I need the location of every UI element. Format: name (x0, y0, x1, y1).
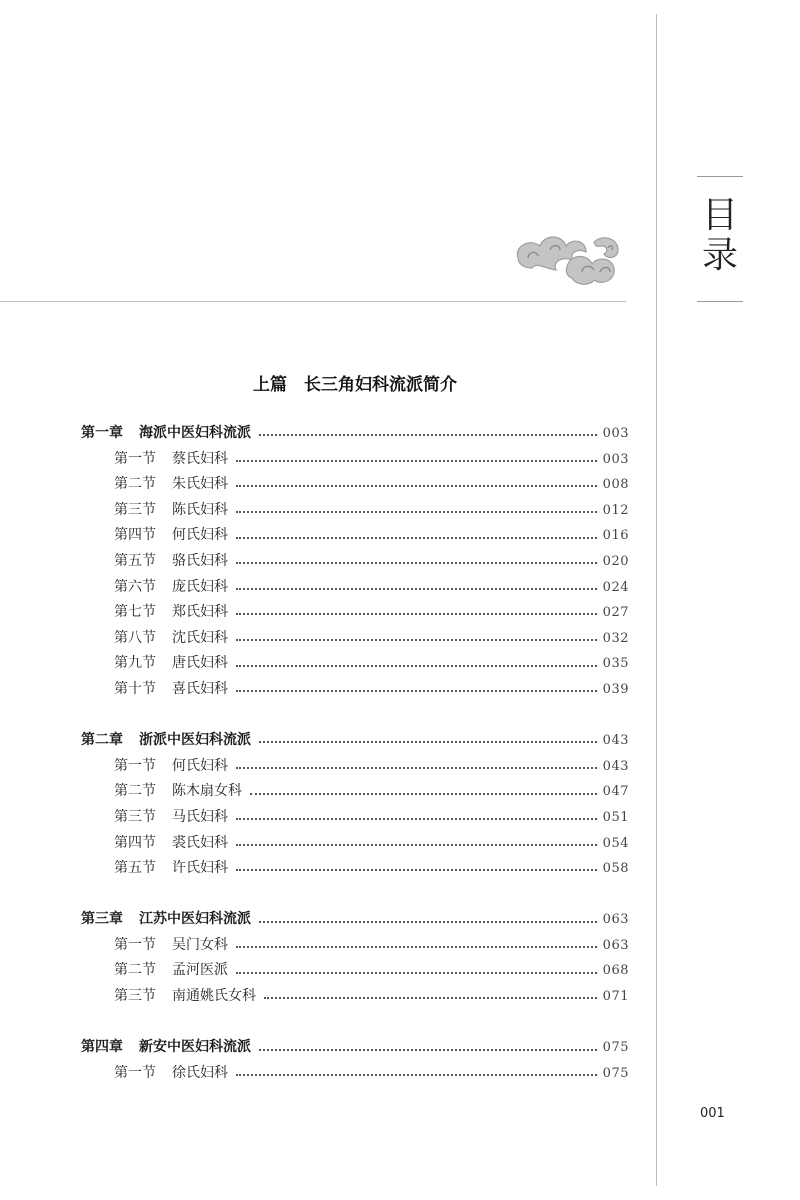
section-title: 喜氏妇科 (172, 680, 228, 697)
dot-leader (236, 945, 597, 948)
toc-section-entry[interactable] (81, 856, 629, 882)
side-title-top-rule (697, 176, 743, 177)
part-title: 上篇 长三角妇科流派简介 (253, 375, 457, 395)
dot-leader (236, 664, 597, 667)
chapter-title: 浙派中医妇科流派 (139, 732, 251, 749)
section-number: 第三节 (114, 501, 156, 518)
dot-leader (236, 971, 597, 974)
chapter-number: 第一章 (81, 425, 123, 441)
section-number: 第九节 (114, 655, 156, 672)
section-number: 第六节 (114, 578, 156, 595)
page-reference: 003 (602, 451, 629, 467)
toc-chapter-entry[interactable] (81, 421, 629, 447)
page-reference: 012 (602, 502, 629, 518)
page-reference: 024 (602, 579, 629, 595)
section-title: 庞氏妇科 (172, 578, 228, 595)
section-title: 徐氏妇科 (172, 1064, 228, 1081)
toc-section-entry[interactable] (81, 626, 629, 652)
page-reference: 051 (602, 809, 629, 825)
section-title: 沈氏妇科 (172, 629, 228, 646)
toc-section-entry[interactable] (81, 575, 629, 601)
dot-leader (250, 792, 597, 795)
dot-leader (259, 920, 597, 923)
section-number: 第一节 (114, 450, 156, 467)
dot-leader (236, 868, 597, 871)
page-reference: 008 (602, 477, 629, 493)
dot-leader (236, 561, 597, 564)
dot-leader (236, 817, 597, 820)
table-of-contents (81, 421, 629, 1086)
dot-leader (259, 1048, 597, 1051)
page-reference: 063 (602, 937, 629, 953)
toc-section-entry[interactable] (81, 447, 629, 473)
dot-leader (236, 484, 597, 487)
section-number: 第一节 (114, 757, 156, 774)
toc-section-entry[interactable] (81, 984, 629, 1010)
side-title-char: 目 (701, 195, 738, 236)
side-title (700, 196, 740, 276)
section-number: 第四节 (114, 527, 156, 544)
toc-chapter-entry[interactable] (81, 728, 629, 754)
toc-section-entry[interactable] (81, 779, 629, 805)
page-reference: 054 (602, 835, 629, 851)
dot-leader (236, 1073, 597, 1076)
section-number: 第五节 (114, 860, 156, 877)
section-number: 第四节 (114, 834, 156, 851)
section-title: 裘氏妇科 (172, 834, 228, 851)
page-reference: 068 (602, 963, 629, 979)
toc-section-entry[interactable] (81, 549, 629, 575)
dot-leader (236, 638, 597, 641)
toc-section-entry[interactable] (81, 472, 629, 498)
section-number: 第十节 (114, 680, 156, 697)
section-title: 南通姚氏女科 (172, 988, 256, 1005)
toc-chapter-entry[interactable] (81, 1035, 629, 1061)
dot-leader (236, 536, 597, 539)
toc-section-entry[interactable] (81, 831, 629, 857)
toc-section-entry[interactable] (81, 958, 629, 984)
page-number: 001 (700, 1106, 725, 1121)
section-number: 第一节 (114, 1064, 156, 1081)
chapter-title: 江苏中医妇科流派 (139, 911, 251, 928)
section-number: 第八节 (114, 629, 156, 646)
vertical-divider-line (656, 14, 657, 1186)
toc-section-entry[interactable] (81, 677, 629, 703)
page-reference: 035 (602, 656, 629, 672)
section-title: 孟河医派 (172, 962, 228, 979)
dot-leader (236, 689, 597, 692)
chapter-number: 第三章 (81, 911, 123, 928)
section-title: 吴门女科 (172, 936, 228, 953)
page-reference: 027 (602, 605, 629, 621)
section-number: 第五节 (114, 552, 156, 569)
page-reference: 039 (602, 681, 629, 697)
toc-section-entry[interactable] (81, 754, 629, 780)
auspicious-cloud-ornament (510, 228, 622, 290)
horizontal-divider-line (0, 301, 626, 302)
section-title: 郑氏妇科 (172, 604, 228, 621)
page-reference: 075 (602, 1065, 629, 1081)
page-reference: 075 (602, 1040, 629, 1056)
section-number: 第二节 (114, 476, 156, 493)
toc-section-entry[interactable] (81, 523, 629, 549)
section-title: 陈木扇女科 (172, 783, 242, 800)
toc-section-entry[interactable] (81, 805, 629, 831)
section-title: 朱氏妇科 (172, 476, 228, 493)
section-title: 蔡氏妇科 (172, 450, 228, 467)
section-title: 唐氏妇科 (172, 655, 228, 672)
dot-leader (236, 587, 597, 590)
section-number: 第七节 (114, 604, 156, 621)
side-title-bottom-rule (697, 301, 743, 302)
section-number: 第一节 (114, 936, 156, 953)
toc-chapter-entry[interactable] (81, 907, 629, 933)
dot-leader (264, 996, 597, 999)
chapter-title: 海派中医妇科流派 (139, 425, 251, 441)
chapter-gap (81, 703, 629, 729)
page-reference: 043 (602, 758, 629, 774)
chapter-title: 新安中医妇科流派 (139, 1039, 251, 1056)
section-number: 第二节 (114, 783, 156, 800)
section-number: 第三节 (114, 808, 156, 825)
chapter-number: 第二章 (81, 732, 123, 749)
page-reference: 047 (602, 784, 629, 800)
page-reference: 043 (602, 733, 629, 749)
toc-section-entry[interactable] (81, 1061, 629, 1087)
chapter-gap (81, 882, 629, 908)
dot-leader (236, 510, 597, 513)
dot-leader (236, 843, 597, 846)
dot-leader (236, 612, 597, 615)
dot-leader (236, 459, 597, 462)
page-reference: 058 (602, 861, 629, 877)
toc-section-entry[interactable] (81, 600, 629, 626)
section-title: 陈氏妇科 (172, 501, 228, 518)
dot-leader (259, 740, 597, 743)
page-reference: 003 (602, 426, 629, 441)
section-title: 何氏妇科 (172, 757, 228, 774)
page-reference: 063 (602, 912, 629, 928)
toc-section-entry[interactable] (81, 651, 629, 677)
dot-leader (236, 766, 597, 769)
dot-leader (259, 433, 597, 436)
section-title: 许氏妇科 (172, 860, 228, 877)
chapter-gap (81, 1010, 629, 1036)
section-title: 骆氏妇科 (172, 552, 228, 569)
page-reference: 020 (602, 553, 629, 569)
chapter-number: 第四章 (81, 1039, 123, 1056)
side-title-char: 录 (701, 235, 738, 276)
page-reference: 071 (602, 989, 629, 1005)
section-number: 第二节 (114, 962, 156, 979)
page-reference: 016 (602, 528, 629, 544)
section-title: 马氏妇科 (172, 808, 228, 825)
toc-section-entry[interactable] (81, 933, 629, 959)
toc-section-entry[interactable] (81, 498, 629, 524)
section-number: 第三节 (114, 988, 156, 1005)
page-reference: 032 (602, 630, 629, 646)
section-title: 何氏妇科 (172, 527, 228, 544)
